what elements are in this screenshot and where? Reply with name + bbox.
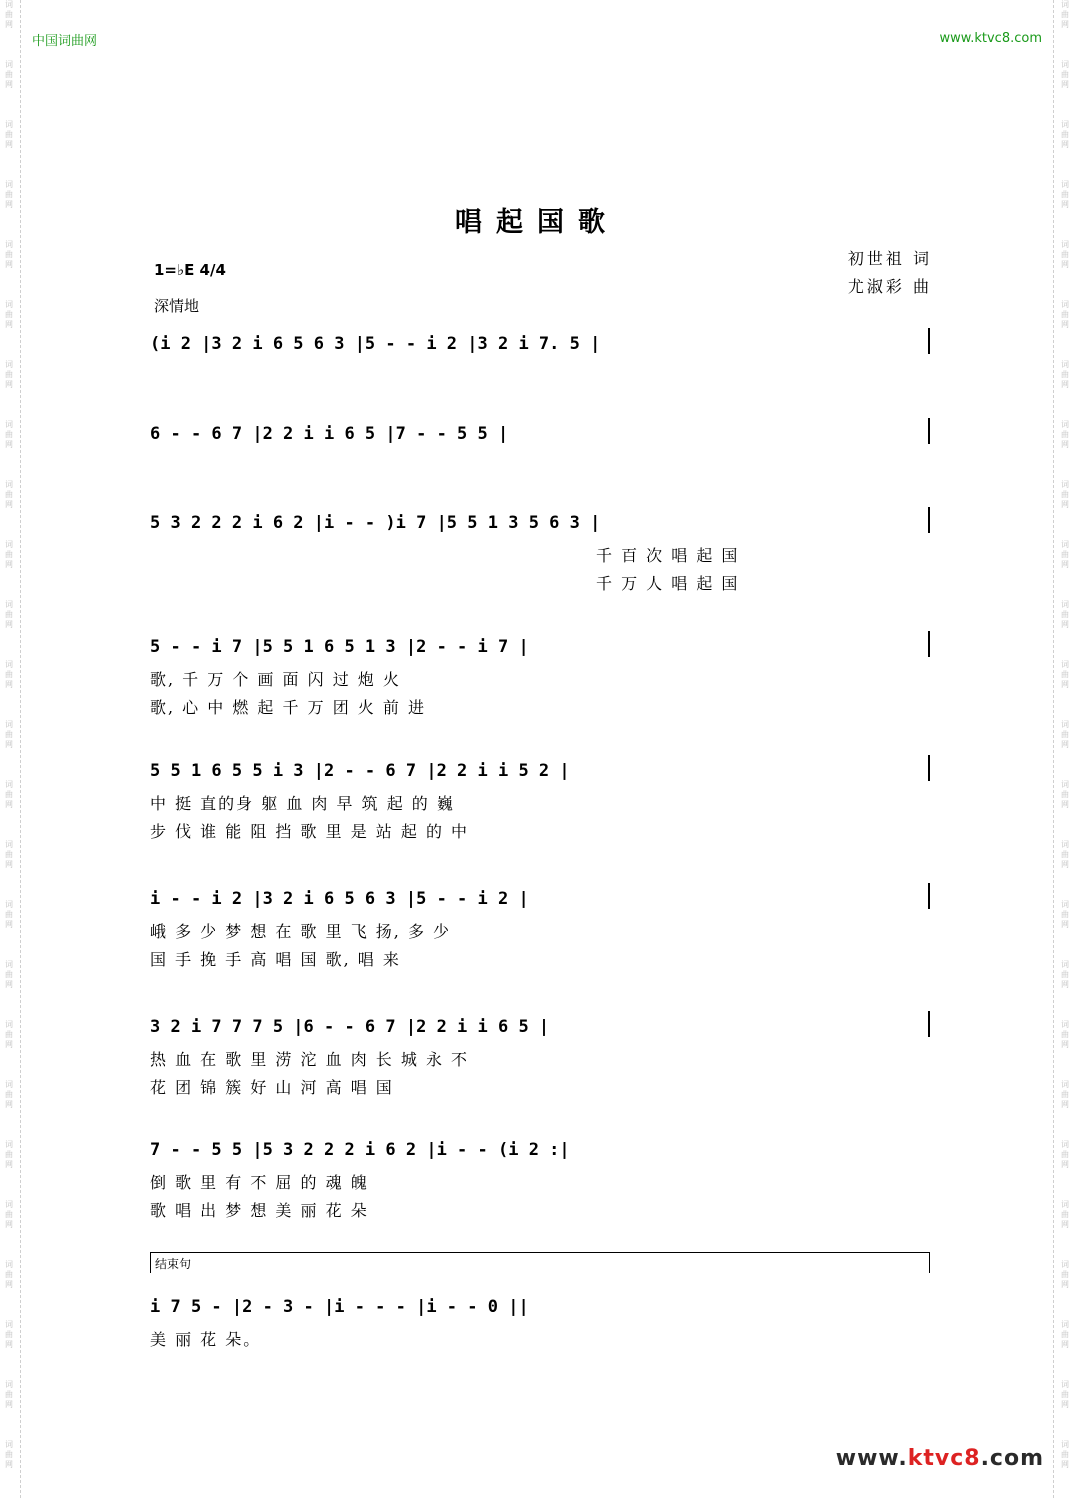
border-watermark-text: 词 曲 网 — [1061, 1200, 1069, 1229]
border-watermark-text: 词 曲 网 — [5, 1200, 13, 1229]
lyrics-verse-2: 歌, 心 中 燃 起 千 万 团 火 前 进 — [150, 698, 426, 717]
border-watermark-text: 词 曲 网 — [5, 1260, 13, 1289]
notation-row: 3 2 i 7 7 7 5 |6 - - 6 7 |2 2 i i 6 5 | — [150, 1017, 550, 1037]
border-watermark-text: 词 曲 网 — [1061, 480, 1069, 509]
border-watermark-text: 词 曲 网 — [5, 1020, 13, 1049]
ending-bracket — [150, 1252, 930, 1273]
border-watermark-text: 词 曲 网 — [1061, 360, 1069, 389]
lyrics-verse-2: 歌 唱 出 梦 想 美 丽 花 朵 — [150, 1201, 369, 1220]
border-watermark-text: 词 曲 网 — [5, 1380, 13, 1409]
border-watermark-text: 词 曲 网 — [1061, 540, 1069, 569]
notation-row: 5 3 2 2 2 i 6 2 |i - - )i 7 |5 5 1 3 5 6 3 | — [150, 513, 601, 533]
border-watermark-text: 词 曲 网 — [1061, 780, 1069, 809]
notation-row: i - - i 2 |3 2 i 6 5 6 3 |5 - - i 2 | — [150, 889, 529, 909]
border-watermark-text: 词 曲 网 — [1061, 240, 1069, 269]
border-watermark-text: 词 曲 网 — [5, 60, 13, 89]
border-watermark-text: 词 曲 网 — [5, 780, 13, 809]
site-url-link[interactable]: www.ktvc8.com — [939, 31, 1042, 46]
lyrics-verse-2: 花 团 锦 簇 好 山 河 高 唱 国 — [150, 1078, 394, 1097]
barline — [928, 631, 930, 657]
lyrics-verse-1: 歌, 千 万 个 画 面 闪 过 炮 火 — [150, 670, 401, 689]
lyricist: 初世祖 词 — [847, 249, 932, 268]
border-watermark-text: 词 曲 网 — [1061, 1260, 1069, 1289]
border-watermark-text: 词 曲 网 — [1061, 600, 1069, 629]
border-watermark-text: 词 曲 网 — [1061, 420, 1069, 449]
footer-logo — [836, 1446, 1044, 1471]
border-watermark-text: 词 曲 网 — [1061, 1440, 1069, 1469]
site-name-link[interactable]: 中国词曲网 — [32, 34, 98, 49]
logo-part-1: www. — [835, 1446, 908, 1471]
lyrics-verse-2: 国 手 挽 手 高 唱 国 歌, 唱 来 — [150, 950, 401, 969]
border-watermark-text: 词 曲 网 — [1061, 840, 1069, 869]
border-watermark-text: 词 曲 网 — [1061, 1380, 1069, 1409]
border-watermark-text: 词 曲 网 — [5, 1080, 13, 1109]
logo-part-2: ktvc8 — [907, 1446, 981, 1471]
border-watermark-text: 词 曲 网 — [1061, 300, 1069, 329]
tempo-mark: 深情地 — [154, 297, 200, 315]
border-watermark-text: 词 曲 网 — [1061, 180, 1069, 209]
notation-row: i 7 5 - |2 - 3 - |i - - - |i - - 0 || — [150, 1297, 529, 1317]
border-watermark-text: 词 曲 网 — [5, 720, 13, 749]
border-watermark-text: 词 曲 网 — [5, 1320, 13, 1349]
credits — [848, 245, 932, 301]
border-watermark-text: 词 曲 网 — [5, 0, 13, 29]
border-watermark-text: 词 曲 网 — [1061, 1080, 1069, 1109]
border-watermark-text: 词 曲 网 — [5, 480, 13, 509]
lyrics-verse-1: 千 百 次 唱 起 国 — [596, 546, 740, 565]
logo-part-3: .com — [980, 1446, 1044, 1471]
border-watermark-text: 词 曲 网 — [5, 180, 13, 209]
barline — [928, 883, 930, 909]
border-watermark-text: 词 曲 网 — [5, 1140, 13, 1169]
border-watermark-text: 词 曲 网 — [1061, 660, 1069, 689]
barline — [928, 418, 930, 444]
border-watermark-text: 词 曲 网 — [5, 960, 13, 989]
composer: 尤淑彩 曲 — [847, 277, 932, 296]
border-watermark-text: 词 曲 网 — [1061, 900, 1069, 929]
border-watermark-text: 词 曲 网 — [1061, 1320, 1069, 1349]
ending-label: 结束句 — [155, 1257, 192, 1271]
barline — [928, 507, 930, 533]
border-watermark-text: 词 曲 网 — [5, 660, 13, 689]
notation-row: 6 - - 6 7 |2 2 i i 6 5 |7 - - 5 5 | — [150, 424, 509, 444]
border-watermark-text: 词 曲 网 — [5, 1440, 13, 1469]
border-watermark-text: 词 曲 网 — [5, 840, 13, 869]
border-watermark-text: 词 曲 网 — [1061, 0, 1069, 29]
border-watermark-text: 词 曲 网 — [5, 360, 13, 389]
notation-row: 5 5 1 6 5 5 i 3 |2 - - 6 7 |2 2 i i 5 2 | — [150, 761, 570, 781]
lyrics-verse-1: 热 血 在 歌 里 涝 沱 血 肉 长 城 永 不 — [150, 1050, 470, 1069]
border-watermark-text: 词 曲 网 — [5, 600, 13, 629]
barline — [928, 755, 930, 781]
lyrics-verse-1: 中 挺 直的身 躯 血 肉 早 筑 起 的 巍 — [150, 794, 455, 813]
border-watermark-text: 词 曲 网 — [1061, 720, 1069, 749]
border-watermark-text: 词 曲 网 — [5, 420, 13, 449]
notation-row: 7 - - 5 5 |5 3 2 2 2 i 6 2 |i - - (i 2 :| — [150, 1140, 570, 1160]
border-watermark-text: 词 曲 网 — [5, 540, 13, 569]
border-watermark-text: 词 曲 网 — [1061, 120, 1069, 149]
border-watermark-text: 词 曲 网 — [1061, 1140, 1069, 1169]
barline — [928, 328, 930, 354]
lyrics-verse-1: 倒 歌 里 有 不 屈 的 魂 魄 — [150, 1173, 369, 1192]
lyrics-verse-2: 千 万 人 唱 起 国 — [596, 574, 740, 593]
notation-row: (i 2 |3 2 i 6 5 6 3 |5 - - i 2 |3 2 i 7. 5 | — [150, 334, 601, 354]
border-watermark-text: 词 曲 网 — [5, 240, 13, 269]
song-title: 唱起国歌 — [455, 207, 619, 238]
border-watermark-text: 词 曲 网 — [5, 900, 13, 929]
border-watermark-text: 词 曲 网 — [1061, 1020, 1069, 1049]
key-signature: 1=♭E 4/4 — [154, 261, 226, 279]
border-watermark-text: 词 曲 网 — [5, 120, 13, 149]
lyrics-verse-2: 步 伐 谁 能 阻 挡 歌 里 是 站 起 的 中 — [150, 822, 470, 841]
lyrics-verse-1: 峨 多 少 梦 想 在 歌 里 飞 扬, 多 少 — [150, 922, 452, 941]
border-watermark-text: 词 曲 网 — [5, 300, 13, 329]
border-watermark-text: 词 曲 网 — [1061, 60, 1069, 89]
border-watermark-text: 词 曲 网 — [1061, 960, 1069, 989]
notation-row: 5 - - i 7 |5 5 1 6 5 1 3 |2 - - i 7 | — [150, 637, 529, 657]
barline — [928, 1011, 930, 1037]
lyrics-verse-1: 美 丽 花 朵。 — [150, 1330, 262, 1349]
